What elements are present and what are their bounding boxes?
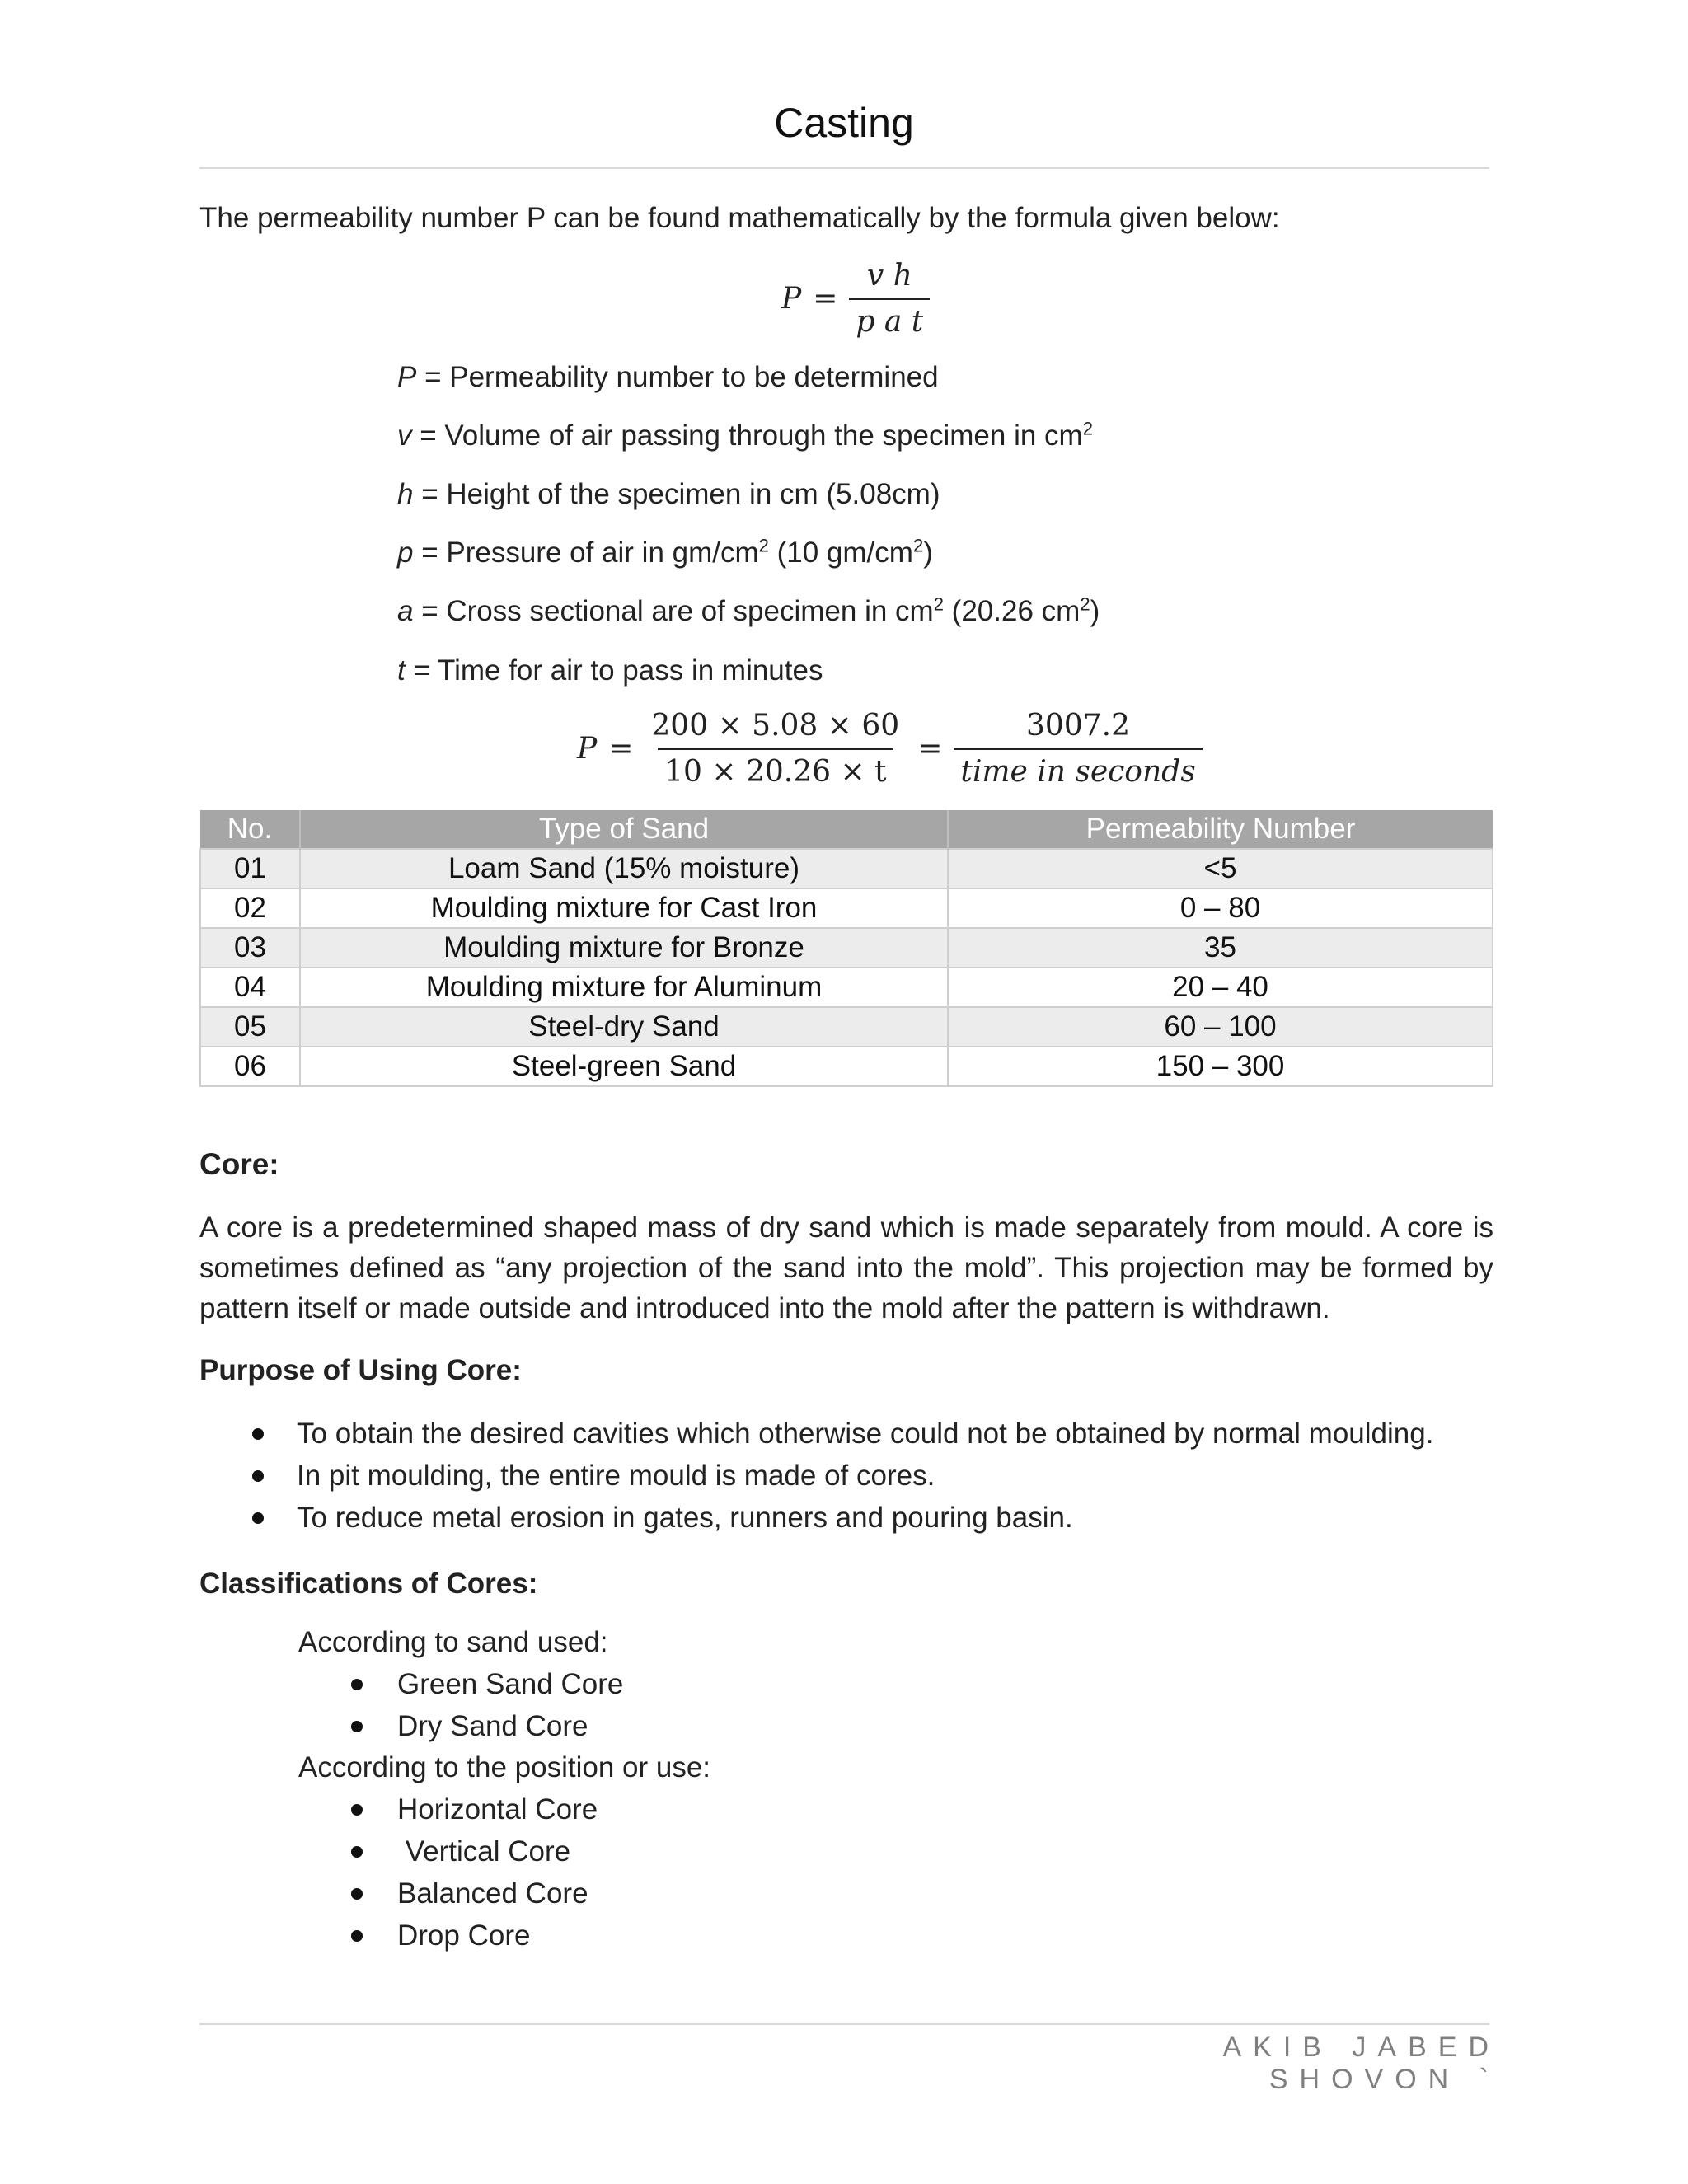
bullet-icon bbox=[252, 1428, 264, 1440]
table-cell: 05 bbox=[200, 1007, 300, 1047]
bullet-icon bbox=[351, 1930, 363, 1942]
list-item bbox=[199, 1497, 1518, 1539]
table-cell: 03 bbox=[200, 928, 300, 968]
purpose-list bbox=[199, 1413, 1518, 1539]
bullet-icon bbox=[252, 1512, 264, 1524]
formula-denominator: p a t bbox=[849, 298, 930, 339]
list-item bbox=[298, 1872, 710, 1915]
table-row bbox=[200, 888, 1493, 928]
bullet-icon bbox=[351, 1721, 363, 1732]
list-item bbox=[298, 1788, 710, 1830]
list-item-text: Balanced Core bbox=[397, 1877, 588, 1910]
formula-fraction bbox=[849, 259, 930, 339]
footer-author: AKIB JABED SHOVON ` bbox=[1222, 2032, 1500, 2095]
definition-text: = Cross sectional are of specimen in cm bbox=[413, 595, 934, 627]
superscript: 2 bbox=[1082, 418, 1093, 439]
table-cell: 60 – 100 bbox=[948, 1007, 1493, 1047]
definition-t bbox=[397, 654, 823, 687]
table-cell: Moulding mixture for Aluminum bbox=[300, 968, 948, 1007]
group-label: According to the position or use: bbox=[298, 1751, 711, 1783]
table-cell: Moulding mixture for Cast Iron bbox=[300, 888, 948, 928]
table-cell: 20 – 40 bbox=[948, 968, 1493, 1007]
formula-lhs: P bbox=[577, 732, 598, 766]
definition-v bbox=[397, 419, 1093, 452]
definition-text: (20.26 cm bbox=[943, 595, 1081, 627]
formula-lhs: P bbox=[781, 282, 802, 316]
definition-symbol: t bbox=[397, 654, 406, 687]
definition-symbol: P bbox=[397, 361, 417, 393]
bullet-icon bbox=[351, 1888, 363, 1900]
footer-divider bbox=[199, 2023, 1489, 2025]
list-item-text: Horizontal Core bbox=[397, 1793, 598, 1825]
column-header-no: No. bbox=[200, 810, 300, 849]
permeability-formula bbox=[781, 259, 930, 339]
list-item-text: To obtain the desired cavities which otherwise could not be obtained by normal moulding. bbox=[297, 1417, 1434, 1450]
core-paragraph: A core is a predetermined shaped mass of dry sand which is made separately from mould. A core is sometimes defined as “any projection of the sand into the mold”. This projection may be formed by pattern itself or made outside and introduced into the mold after the pattern is withdrawn. bbox=[199, 1212, 1493, 1324]
formula-equals: = bbox=[608, 732, 634, 766]
definition-p bbox=[397, 537, 933, 569]
definition-h bbox=[397, 478, 940, 511]
formula-equals: = bbox=[917, 732, 943, 766]
definition-symbol: h bbox=[397, 478, 414, 510]
definition-text: ) bbox=[923, 537, 933, 569]
formula-numerator: v h bbox=[866, 259, 912, 293]
list-item bbox=[298, 1830, 710, 1872]
classification-sand-used bbox=[298, 1622, 710, 1957]
list-item-text: Vertical Core bbox=[397, 1835, 571, 1868]
list-item-text: In pit moulding, the entire mould is made of cores. bbox=[297, 1459, 935, 1492]
definition-symbol: a bbox=[397, 595, 414, 627]
table-cell: Loam Sand (15% moisture) bbox=[300, 849, 948, 888]
table-cell: 06 bbox=[200, 1047, 300, 1086]
table-row bbox=[200, 928, 1493, 968]
classifications-heading: Classifications of Cores: bbox=[199, 1568, 538, 1600]
formula-fraction-1 bbox=[645, 709, 906, 789]
definition-symbol: v bbox=[397, 419, 412, 452]
list-item-text: To reduce metal erosion in gates, runners and pouring basin. bbox=[297, 1501, 1073, 1534]
formula-numerator: 200 × 5.08 × 60 bbox=[651, 709, 900, 743]
formula-numerator: 3007.2 bbox=[1026, 709, 1130, 743]
header-divider bbox=[199, 167, 1489, 169]
column-header-type: Type of Sand bbox=[300, 810, 948, 849]
definition-text: = Volume of air passing through the specimen in cm bbox=[411, 419, 1083, 452]
list-item bbox=[199, 1413, 1518, 1455]
formula-equals: = bbox=[813, 282, 838, 316]
table-cell: 01 bbox=[200, 849, 300, 888]
table-cell: <5 bbox=[948, 849, 1493, 888]
definition-a bbox=[397, 595, 1100, 628]
list-item-text: Green Sand Core bbox=[397, 1667, 624, 1700]
formula-denominator: time in seconds bbox=[954, 748, 1202, 789]
table-cell: Moulding mixture for Bronze bbox=[300, 928, 948, 968]
table-cell: 35 bbox=[948, 928, 1493, 968]
table-row bbox=[200, 1007, 1493, 1047]
permeability-table bbox=[199, 810, 1493, 1087]
superscript: 2 bbox=[912, 535, 924, 556]
column-header-permeability: Permeability Number bbox=[948, 810, 1493, 849]
definition-P bbox=[397, 361, 939, 394]
table-header-row bbox=[200, 810, 1493, 849]
table-cell: Steel-dry Sand bbox=[300, 1007, 948, 1047]
superscript: 2 bbox=[933, 593, 944, 615]
definition-text: ) bbox=[1090, 595, 1100, 627]
formula-denominator: 10 × 20.26 × t bbox=[658, 748, 893, 789]
bullet-icon bbox=[351, 1679, 363, 1690]
table-cell: 0 – 80 bbox=[948, 888, 1493, 928]
definition-text: (10 gm/cm bbox=[768, 537, 913, 569]
bullet-icon bbox=[252, 1470, 264, 1482]
table-cell: Steel-green Sand bbox=[300, 1047, 948, 1086]
formula-fraction-2 bbox=[954, 709, 1202, 789]
definition-text: = Permeability number to be determined bbox=[416, 361, 939, 393]
page-title: Casting bbox=[774, 100, 914, 146]
table-cell: 04 bbox=[200, 968, 300, 1007]
table-cell: 150 – 300 bbox=[948, 1047, 1493, 1086]
bullet-icon bbox=[351, 1846, 363, 1858]
intro-text: The permeability number P can be found mathematically by the formula given below: bbox=[199, 202, 1280, 234]
definition-symbol: p bbox=[397, 537, 414, 569]
purpose-heading: Purpose of Using Core: bbox=[199, 1354, 522, 1386]
list-item bbox=[298, 1663, 710, 1705]
list-item bbox=[298, 1705, 710, 1747]
bullet-icon bbox=[351, 1804, 363, 1816]
superscript: 2 bbox=[1080, 593, 1090, 615]
list-item-text: Drop Core bbox=[397, 1919, 531, 1952]
table-row bbox=[200, 1047, 1493, 1086]
definition-text: = Height of the specimen in cm (5.08cm) bbox=[413, 478, 940, 510]
table-cell: 02 bbox=[200, 888, 300, 928]
list-item bbox=[298, 1915, 710, 1957]
superscript: 2 bbox=[758, 535, 769, 556]
list-item-text: Dry Sand Core bbox=[397, 1709, 588, 1742]
table-row bbox=[200, 968, 1493, 1007]
definition-text: = Pressure of air in gm/cm bbox=[413, 537, 759, 569]
calculation-formula bbox=[577, 709, 1203, 789]
table-row bbox=[200, 849, 1493, 888]
group-label: According to sand used: bbox=[298, 1626, 608, 1658]
definition-text: = Time for air to pass in minutes bbox=[405, 654, 823, 687]
list-item bbox=[199, 1455, 1518, 1497]
core-heading: Core: bbox=[199, 1147, 279, 1181]
